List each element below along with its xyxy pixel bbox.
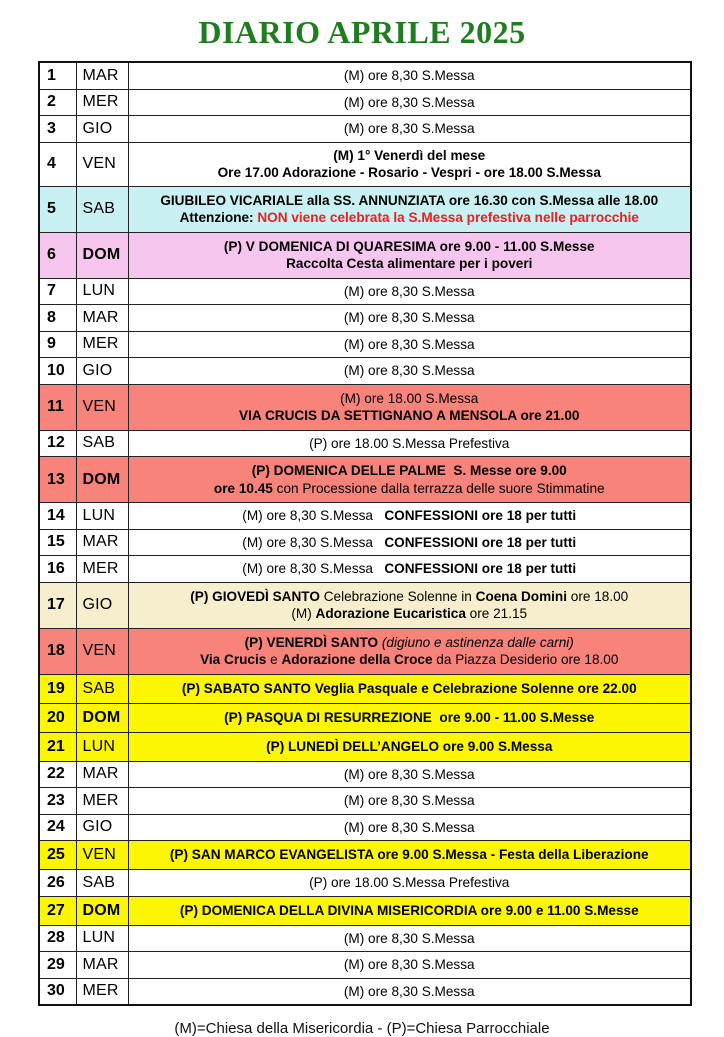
event-cell — [128, 331, 691, 358]
event-cell — [128, 732, 691, 761]
event-line — [135, 846, 685, 864]
day-name: GIO — [76, 814, 128, 841]
table-row — [39, 529, 691, 556]
table-row — [39, 582, 691, 628]
event-cell — [128, 761, 691, 788]
event-line — [135, 534, 685, 552]
day-name: MER — [76, 556, 128, 583]
day-name: LUN — [76, 925, 128, 952]
event-text: (M) ore 8,30 S.Messa — [242, 508, 385, 523]
event-line — [135, 605, 685, 623]
event-line — [135, 634, 685, 652]
table-row — [39, 278, 691, 305]
table-row — [39, 628, 691, 674]
day-name: DOM — [76, 457, 128, 503]
event-text: (M) ore 8,30 S.Messa — [343, 283, 475, 299]
event-cell — [128, 116, 691, 143]
event-line — [135, 651, 685, 669]
event-text: NON viene celebrata la S.Messa prefestiva nelle parrocchie — [257, 210, 639, 225]
table-row — [39, 703, 691, 732]
day-number: 7 — [39, 278, 76, 305]
event-line — [135, 336, 685, 354]
day-number: 20 — [39, 703, 76, 732]
event-cell — [128, 89, 691, 116]
event-text: (M) ore 8,30 S.Messa — [343, 793, 475, 808]
day-name: GIO — [76, 582, 128, 628]
day-number: 27 — [39, 896, 76, 925]
day-number: 28 — [39, 925, 76, 952]
event-line — [135, 255, 685, 273]
day-name: LUN — [76, 278, 128, 305]
day-name: MER — [76, 89, 128, 116]
day-number: 18 — [39, 628, 76, 674]
event-cell — [128, 952, 691, 979]
event-cell — [128, 628, 691, 674]
table-row — [39, 62, 691, 89]
event-text: (P) DOMENICA DELLE PALME S. Messe ore 9.00 — [251, 463, 567, 478]
event-text: (M) ore 8,30 S.Messa — [343, 336, 475, 352]
calendar-body — [39, 62, 691, 1005]
day-number: 16 — [39, 556, 76, 583]
event-text: (M) ore 8,30 S.Messa — [343, 121, 475, 136]
event-line — [135, 309, 685, 327]
table-row — [39, 870, 691, 897]
day-name: SAB — [76, 870, 128, 897]
day-name: GIO — [76, 116, 128, 143]
event-cell — [128, 925, 691, 952]
event-text: GIUBILEO VICARIALE alla SS. ANNUNZIATA ore 16.30 con S.Messa alle 18.00 — [160, 192, 659, 208]
event-line — [135, 480, 685, 498]
day-number: 19 — [39, 674, 76, 703]
table-row — [39, 232, 691, 278]
event-text: (M) ore 8,30 S.Messa — [242, 561, 385, 576]
event-text: (P) VENERDÌ SANTO — [244, 634, 382, 650]
day-number: 10 — [39, 358, 76, 385]
event-text: Coena Domini — [475, 588, 568, 604]
day-name: SAB — [76, 186, 128, 232]
event-line — [135, 792, 685, 810]
event-text: (P) SAN MARCO EVANGELISTA ore 9.00 S.Messa - Festa della Liberazione — [169, 847, 649, 863]
table-row — [39, 503, 691, 530]
event-line — [135, 930, 685, 948]
table-row — [39, 788, 691, 815]
event-text: (P) ore 18.00 S.Messa Prefestiva — [309, 875, 510, 890]
event-cell — [128, 841, 691, 870]
event-line — [135, 192, 685, 210]
event-text: (M) ore 8,30 S.Messa — [343, 68, 475, 83]
event-line — [135, 738, 685, 756]
event-text: (P) SABATO SANTO Veglia Pasquale e Celebrazione Solenne ore 22.00 — [181, 680, 637, 696]
event-cell — [128, 529, 691, 556]
day-number: 22 — [39, 761, 76, 788]
day-number: 3 — [39, 116, 76, 143]
table-row — [39, 358, 691, 385]
event-text: da Piazza Desiderio ore 18.00 — [432, 652, 619, 667]
event-cell — [128, 788, 691, 815]
day-name: SAB — [76, 430, 128, 457]
day-number: 2 — [39, 89, 76, 116]
event-text: (M) ore 8,30 S.Messa — [343, 819, 475, 835]
table-row — [39, 142, 691, 186]
day-number: 26 — [39, 870, 76, 897]
table-row — [39, 674, 691, 703]
day-number: 29 — [39, 952, 76, 979]
event-text: Attenzione: — [179, 210, 258, 225]
table-row — [39, 896, 691, 925]
day-number: 6 — [39, 232, 76, 278]
event-line — [135, 94, 685, 112]
legend-text: (M)=Chiesa della Misericordia - (P)=Chiesa Parrocchiale — [174, 1020, 550, 1037]
event-text: CONFESSIONI ore 18 per tutti — [384, 508, 577, 523]
table-row — [39, 331, 691, 358]
event-line — [135, 147, 685, 165]
event-text: CONFESSIONI ore 18 per tutti — [384, 561, 577, 576]
event-line — [135, 560, 685, 578]
event-text: (P) PASQUA DI RESURREZIONE ore 9.00 - 11.00 S.Messe — [224, 709, 595, 725]
page-title: DIARIO APRILE 2025 — [198, 14, 526, 50]
table-row — [39, 841, 691, 870]
calendar-table — [38, 61, 692, 1006]
event-line — [135, 588, 685, 606]
event-line — [135, 120, 685, 138]
event-text: (M) ore 8,30 S.Messa — [242, 534, 385, 550]
day-name: MAR — [76, 529, 128, 556]
event-cell — [128, 896, 691, 925]
event-cell — [128, 186, 691, 232]
day-number: 9 — [39, 331, 76, 358]
day-name: VEN — [76, 628, 128, 674]
event-cell — [128, 814, 691, 841]
event-text: con Processione dalla terrazza delle suore Stimmatine — [272, 480, 605, 496]
table-row — [39, 814, 691, 841]
event-cell — [128, 870, 691, 897]
event-text: (M) ore 8,30 S.Messa — [343, 983, 475, 999]
event-line — [135, 390, 685, 408]
day-number: 25 — [39, 841, 76, 870]
diary-page — [0, 14, 724, 1037]
event-line — [135, 283, 685, 301]
day-name: DOM — [76, 232, 128, 278]
event-cell — [128, 674, 691, 703]
event-text: (M) ore 18.00 S.Messa — [340, 390, 479, 406]
event-line — [135, 362, 685, 380]
event-cell — [128, 582, 691, 628]
event-cell — [128, 430, 691, 457]
event-cell — [128, 978, 691, 1005]
event-text: Ore 17.00 Adorazione - Rosario - Vespri - ore 18.00 S.Messa — [217, 165, 601, 180]
day-name: MER — [76, 788, 128, 815]
table-row — [39, 89, 691, 116]
day-name: DOM — [76, 896, 128, 925]
day-name: VEN — [76, 384, 128, 430]
day-name: VEN — [76, 841, 128, 870]
event-text: Celebrazione Solenne in — [319, 588, 476, 604]
event-line — [135, 680, 685, 698]
event-text: Adorazione Eucaristica — [315, 606, 466, 621]
event-cell — [128, 62, 691, 89]
event-text: (M) ore 8,30 S.Messa — [343, 957, 475, 972]
event-line — [135, 435, 685, 453]
event-line — [135, 238, 685, 256]
event-text: Via Crucis — [200, 652, 267, 667]
event-text: (P) LUNEDÌ DELL’ANGELO ore 9.00 S.Messa — [266, 738, 553, 754]
table-row — [39, 116, 691, 143]
event-line — [135, 507, 685, 525]
table-row — [39, 978, 691, 1005]
event-text: VIA CRUCIS DA SETTIGNANO A MENSOLA ore 21.00 — [239, 408, 580, 423]
event-text: ore 21.15 — [465, 606, 528, 621]
event-line — [135, 67, 685, 85]
day-number: 23 — [39, 788, 76, 815]
event-cell — [128, 703, 691, 732]
day-number: 13 — [39, 457, 76, 503]
event-text: Adorazione della Croce — [281, 652, 433, 667]
event-line — [135, 902, 685, 920]
event-line — [135, 407, 685, 425]
event-text: (M) ore 8,30 S.Messa — [343, 94, 475, 110]
table-row — [39, 457, 691, 503]
event-cell — [128, 232, 691, 278]
event-text: (M) ore 8,30 S.Messa — [343, 310, 475, 325]
event-line — [135, 874, 685, 892]
table-row — [39, 761, 691, 788]
table-row — [39, 952, 691, 979]
event-line — [135, 164, 685, 182]
day-number: 17 — [39, 582, 76, 628]
event-cell — [128, 142, 691, 186]
day-number: 1 — [39, 62, 76, 89]
day-name: VEN — [76, 142, 128, 186]
day-name: MER — [76, 978, 128, 1005]
event-text: (M) — [291, 606, 316, 621]
event-line — [135, 983, 685, 1001]
day-name: DOM — [76, 703, 128, 732]
event-text: ore 18.00 — [567, 588, 629, 604]
day-name: MAR — [76, 952, 128, 979]
day-name: MAR — [76, 305, 128, 332]
day-number: 11 — [39, 384, 76, 430]
day-name: SAB — [76, 674, 128, 703]
event-text: (P) GIOVEDÌ SANTO — [190, 588, 320, 604]
day-number: 14 — [39, 503, 76, 530]
day-number: 21 — [39, 732, 76, 761]
event-text: CONFESSIONI ore 18 per tutti — [384, 534, 577, 550]
event-cell — [128, 384, 691, 430]
day-name: LUN — [76, 503, 128, 530]
event-text: Raccolta Cesta alimentare per i poveri — [286, 256, 533, 271]
event-cell — [128, 503, 691, 530]
event-text: (P) DOMENICA DELLA DIVINA MISERICORDIA ore 9.00 e 11.00 S.Messe — [179, 902, 639, 918]
table-row — [39, 186, 691, 232]
event-cell — [128, 556, 691, 583]
day-number: 4 — [39, 142, 76, 186]
table-row — [39, 556, 691, 583]
table-row — [39, 384, 691, 430]
day-number: 24 — [39, 814, 76, 841]
event-cell — [128, 358, 691, 385]
event-text: (digiuno e astinenza dalle carni) — [381, 634, 574, 650]
event-cell — [128, 457, 691, 503]
event-line — [135, 462, 685, 480]
table-row — [39, 732, 691, 761]
event-text: (M) ore 8,30 S.Messa — [343, 363, 475, 378]
event-text: ore 10.45 — [213, 480, 273, 496]
event-text: (M) ore 8,30 S.Messa — [343, 766, 475, 782]
event-text: (P) ore 18.00 S.Messa Prefestiva — [309, 435, 510, 451]
event-line — [135, 709, 685, 727]
event-line — [135, 956, 685, 974]
day-name: LUN — [76, 732, 128, 761]
day-number: 5 — [39, 186, 76, 232]
day-name: MAR — [76, 62, 128, 89]
day-number: 12 — [39, 430, 76, 457]
event-text: (M) 1° Venerdì del mese — [333, 147, 486, 163]
event-line — [135, 209, 685, 227]
day-name: MAR — [76, 761, 128, 788]
day-number: 30 — [39, 978, 76, 1005]
table-row — [39, 305, 691, 332]
day-name: MER — [76, 331, 128, 358]
event-text: (P) V DOMENICA DI QUARESIMA ore 9.00 - 11.00 S.Messe — [223, 238, 595, 254]
day-number: 15 — [39, 529, 76, 556]
day-name: GIO — [76, 358, 128, 385]
event-line — [135, 819, 685, 837]
table-row — [39, 925, 691, 952]
event-cell — [128, 305, 691, 332]
event-cell — [128, 278, 691, 305]
event-text: (M) ore 8,30 S.Messa — [343, 930, 475, 946]
event-line — [135, 766, 685, 784]
event-text: e — [266, 652, 282, 667]
day-number: 8 — [39, 305, 76, 332]
table-row — [39, 430, 691, 457]
